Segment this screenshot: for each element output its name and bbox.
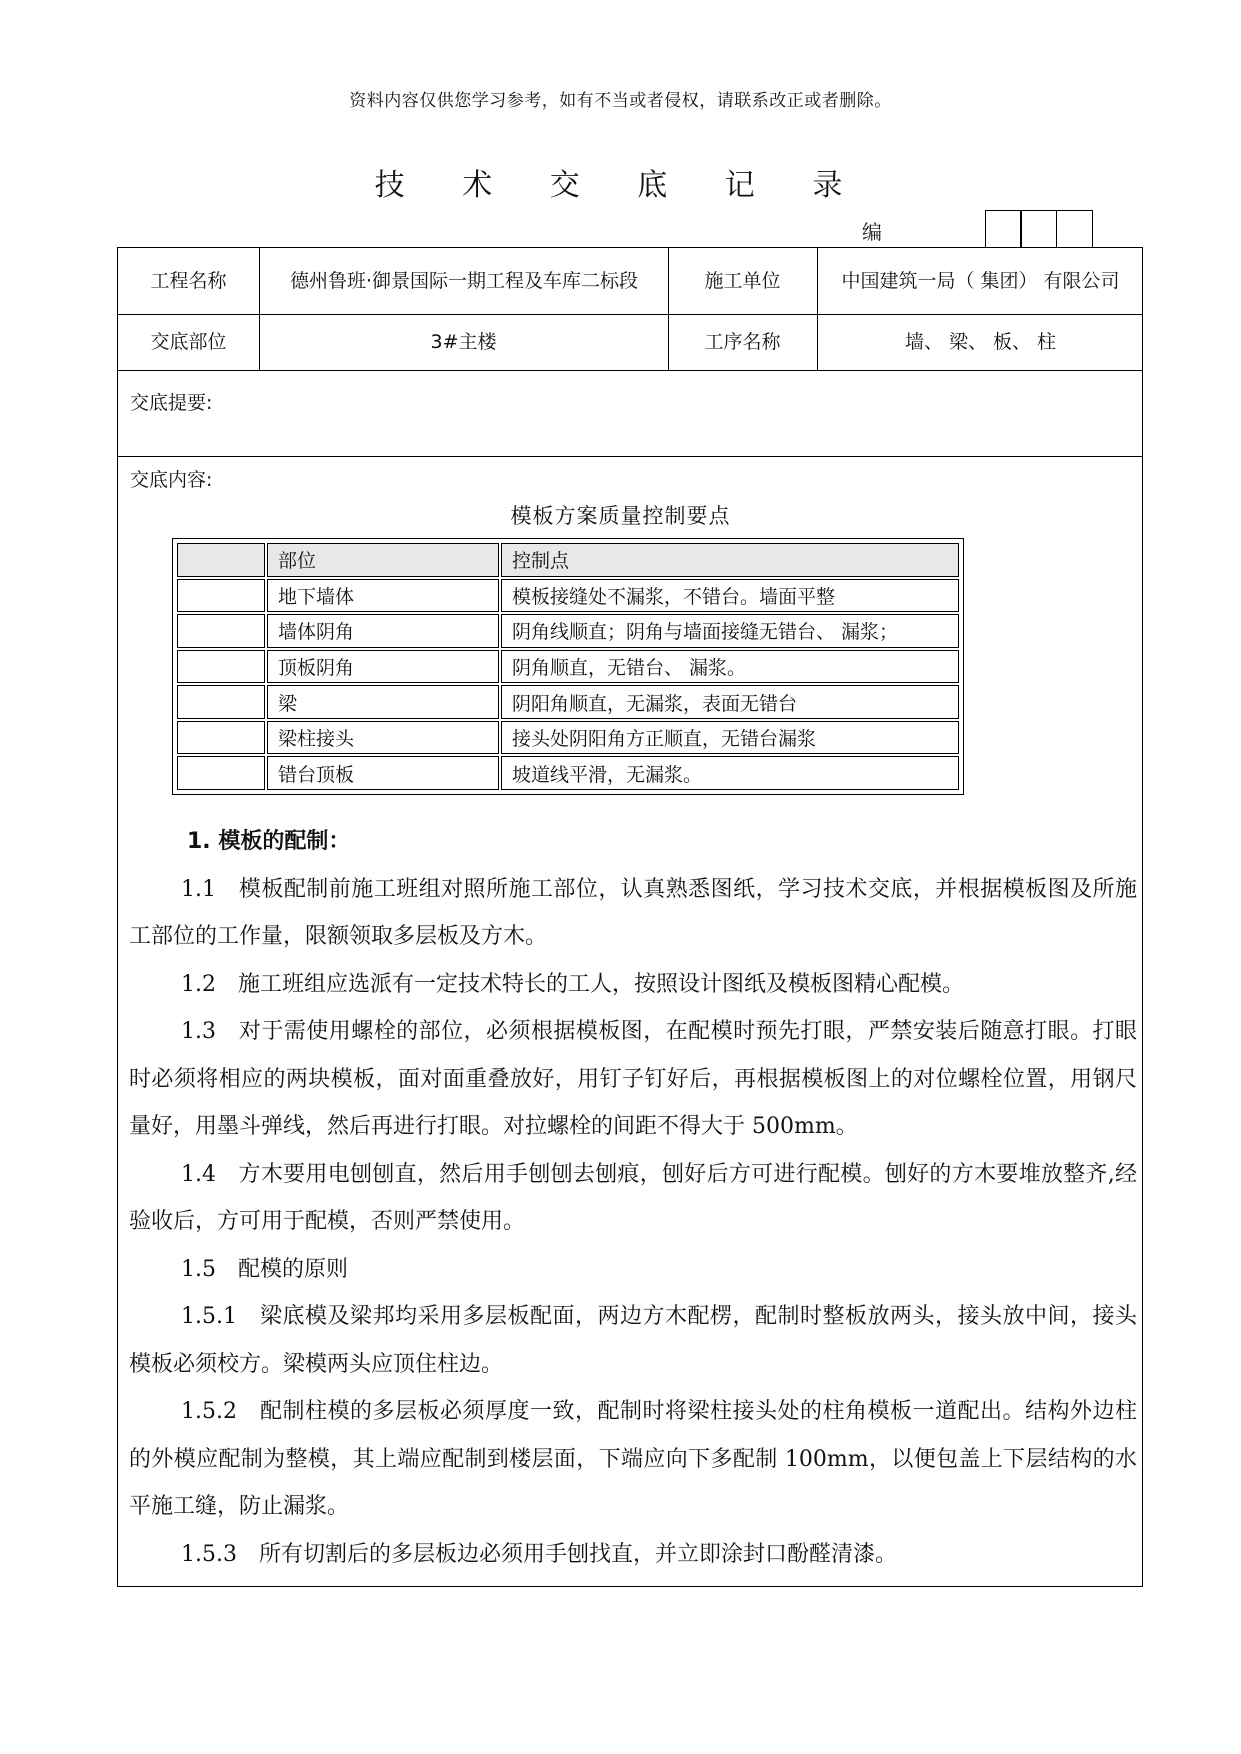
project-name-value: 德州鲁班·御景国际一期工程及车库二标段 [289,270,639,292]
qc-cell [177,756,265,790]
process-value: 墙、 梁、 板、 柱 [904,331,1057,353]
paragraph-1-5-1: 1.5.1 梁底模及梁邦均采用多层板配面，两边方木配楞，配制时整板放两头，接头放中间，接头模板必须校方。梁模两头应顶住柱边。 [129,1304,1137,1377]
qc-cell [177,721,265,755]
paragraph-1-4: 1.4 方木要用电刨刨直，然后用手刨刨去刨痕，刨好后方可进行配模。刨好的方木要堆放整齐,经验收后，方可用于配模，否则严禁使用。 [129,1161,1137,1234]
disclaimer-text: 资料内容仅供您学习参考，如有不当或者侵权，请联系改正或者删除。 [349,91,892,111]
number-boxes [986,210,1093,247]
section-heading: 1. 模板的配制： [187,829,351,854]
qc-cell: 梁 [267,685,499,719]
number-box [1056,210,1093,247]
number-box [985,210,1022,247]
qc-cell: 阴阳角顺直，无漏浆，表面无错台 [501,685,959,719]
qc-table-title: 模板方案质量控制要点 [510,504,731,528]
qc-cell [177,650,265,684]
table-row [177,721,959,755]
content-label: 交底内容: [130,469,213,491]
table-row [177,579,959,613]
contractor-value: 中国建筑一局（ 集团） 有限公司 [841,270,1120,292]
paragraph-1-1: 1.1 模板配制前施工班组对照所施工部位，认真熟悉图纸，学习技术交底，并根据模板图及所施工部位的工作量，限额领取多层板及方木。 [129,876,1137,949]
qc-cell: 地下墙体 [267,579,499,613]
qc-cell [177,579,265,613]
table-row [177,650,959,684]
qc-cell: 梁柱接头 [267,721,499,755]
qc-cell [177,614,265,648]
number-label: 编 [862,220,882,244]
paragraph-1-5-2: 1.5.2 配制柱模的多层板必须厚度一致，配制时将梁柱接头处的柱角模板一道配出。结构外边柱的外模应配制为整模，其上端应配制到楼层面，下端应向下多配制 100mm，以便包盖上下层结构的水平施工缝，防止漏浆。 [129,1399,1137,1519]
paragraph-1-3: 1.3 对于需使用螺栓的部位，必须根据模板图，在配模时预先打眼，严禁安装后随意打眼。打眼时必须将相应的两块模板，面对面重叠放好，用钉子钉好后，再根据模板图上的对位螺栓位置，用钢尺量好，用墨斗弹线，然后再进行打眼。对拉螺栓的间距不得大于 500mm。 [129,1019,1137,1139]
paragraph-1-5-3: 1.5.3 所有切割后的多层板边必须用手刨找直，并立即涂封口酚醛清漆。 [181,1541,897,1567]
paragraph-1-2: 1.2 施工班组应选派有一定技术特长的工人，按照设计图纸及模板图精心配模。 [181,971,964,997]
number-box [1020,210,1057,247]
body-text [129,818,1137,1578]
qc-cell: 模板接缝处不漏浆，不错台。墙面平整 [501,579,959,613]
summary-label: 交底提要: [130,392,213,414]
contractor-label: 施工单位 [704,270,781,292]
document-title: 技 术 交 底 记 录 [374,168,867,203]
qc-cell: 接头处阴阳角方正顺直，无错台漏浆 [501,721,959,755]
location-label: 交底部位 [150,331,227,353]
table-row [177,685,959,719]
qc-table [172,538,964,795]
process-label: 工序名称 [704,331,781,353]
qc-cell: 阴角顺直，无错台、 漏浆。 [501,650,959,684]
table-row [177,614,959,648]
qc-cell: 坡道线平滑，无漏浆。 [501,756,959,790]
table-row [177,756,959,790]
row-divider [118,370,1142,371]
qc-cell: 顶板阴角 [267,650,499,684]
qc-header-cell: 控制点 [501,543,959,577]
qc-header-cell: 部位 [267,543,499,577]
qc-cell: 墙体阴角 [267,614,499,648]
qc-table-header-row [177,543,959,577]
qc-cell: 阴角线顺直；阴角与墙面接缝无错台、 漏浆； [501,614,959,648]
row-divider [118,456,1142,457]
paragraph-1-5: 1.5 配模的原则 [181,1256,348,1282]
qc-cell [177,685,265,719]
qc-header-cell [177,543,265,577]
qc-cell: 错台顶板 [267,756,499,790]
location-value: 3#主楼 [430,331,497,353]
project-name-label: 工程名称 [150,270,227,292]
